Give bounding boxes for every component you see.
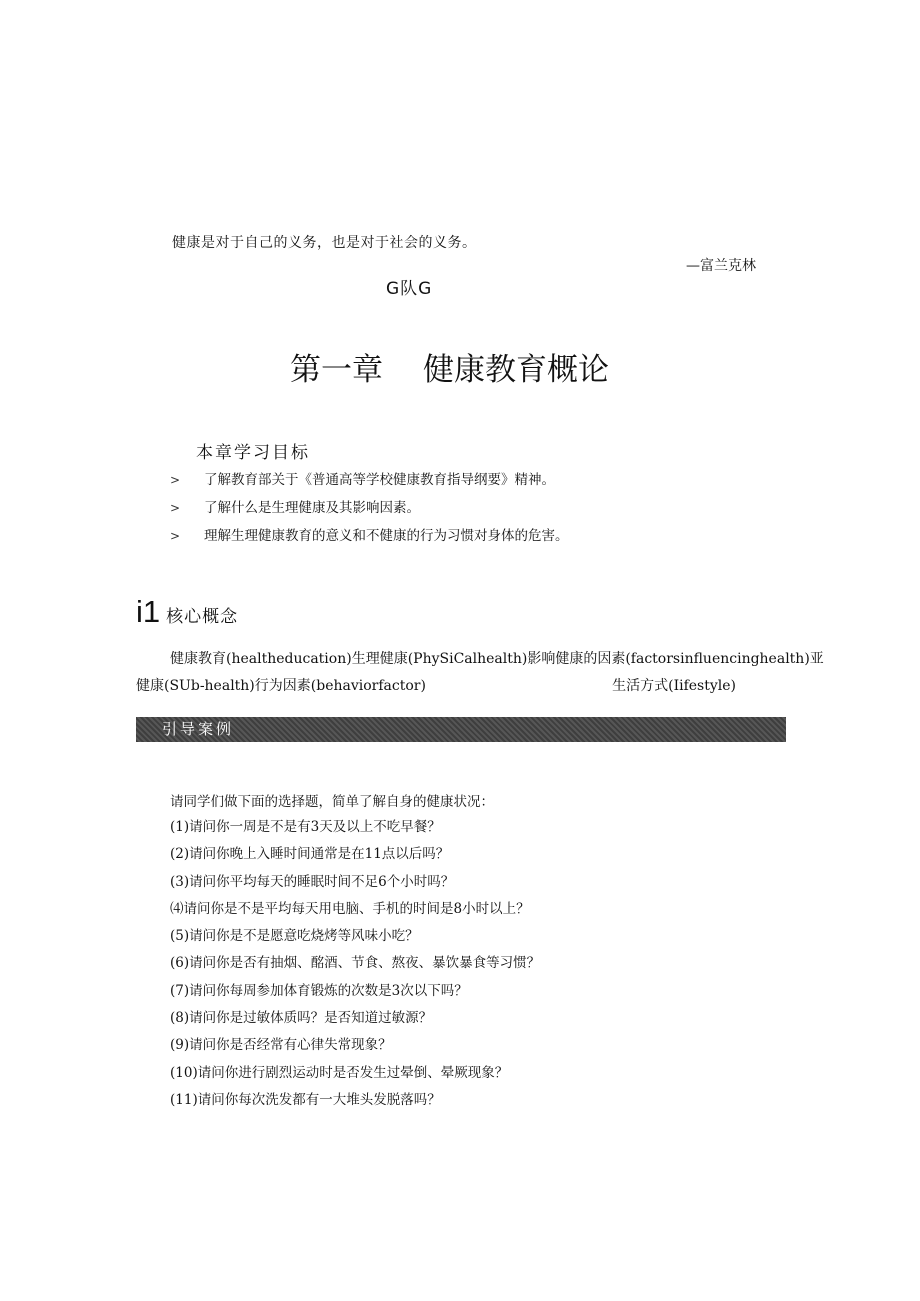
quote-author: —富兰克林 bbox=[686, 258, 756, 274]
concepts-line-2-left: 健康(SUb-health)行为因素(behaviorfactor) bbox=[136, 678, 426, 694]
core-concepts-text bbox=[136, 646, 824, 700]
case-section-title: 引导案例 bbox=[162, 720, 235, 738]
decoration-text: G队G bbox=[386, 279, 433, 299]
list-item: (8)请问你是过敏体质吗？是否知道过敏源？ bbox=[170, 1010, 433, 1027]
concepts-line-2 bbox=[136, 673, 786, 700]
chevron-right-icon: > bbox=[170, 501, 181, 515]
list-item: (11)请问你每次洗发都有一大堆头发脱落吗？ bbox=[170, 1091, 441, 1108]
core-concepts-heading bbox=[136, 594, 238, 630]
concepts-line-2-right: 生活方式(Iifestyle) bbox=[612, 678, 736, 694]
objectives-list bbox=[170, 466, 569, 550]
case-section-bar bbox=[136, 717, 786, 742]
section-marker: i1 bbox=[136, 594, 161, 629]
list-item bbox=[170, 522, 569, 550]
list-item: (10)请问你进行剧烈运动时是否发生过晕倒、晕厥现象？ bbox=[170, 1064, 509, 1081]
chapter-title: 健康教育概论 bbox=[423, 352, 609, 388]
list-item: (6)请问你是否有抽烟、酩酒、节食、熬夜、暴饮暴食等习惯？ bbox=[170, 955, 541, 972]
list-item bbox=[170, 466, 569, 494]
chapter-heading bbox=[290, 344, 609, 389]
objective-text: 了解教育部关于《普通高等学校健康教育指导纲要》精神。 bbox=[204, 472, 555, 488]
objective-text: 了解什么是生理健康及其影响因素。 bbox=[204, 500, 420, 516]
chevron-right-icon: > bbox=[170, 529, 181, 543]
list-item: (9)请问你是否经常有心律失常现象？ bbox=[170, 1037, 392, 1054]
list-item bbox=[170, 494, 569, 522]
list-item: (2)请问你晚上入睡时间通常是在11点以后吗？ bbox=[170, 846, 450, 863]
chevron-right-icon: > bbox=[170, 473, 181, 487]
question-list bbox=[170, 814, 540, 1114]
section-title: 核心概念 bbox=[166, 607, 239, 627]
quote-text: 健康是对于自己的义务，也是对于社会的义务。 bbox=[172, 235, 477, 251]
objective-text: 理解生理健康教育的意义和不健康的行为习惯对身体的危害。 bbox=[204, 528, 569, 544]
list-item: (1)请问你一周是不是有3天及以上不吃早餐？ bbox=[170, 819, 441, 835]
list-item: (7)请问你每周参加体育锻炼的次数是3次以下吗？ bbox=[170, 982, 468, 999]
chapter-number: 第一章 bbox=[290, 352, 383, 388]
list-item: ⑷请问你是不是平均每天用电脑、手机的时间是8小时以上？ bbox=[170, 900, 530, 917]
list-item: (5)请问你是不是愿意吃烧烤等风味小吃？ bbox=[170, 928, 419, 945]
concepts-line-1: 健康教育(healtheducation)生理健康(PhySiCalhealth)影响健康的因素(factorsinfluencinghealth)亚 bbox=[170, 651, 824, 667]
list-item: (3)请问你平均每天的睡眠时间不足6个小时吗？ bbox=[170, 873, 455, 890]
case-intro: 请同学们做下面的选择题，简单了解自身的健康状况： bbox=[170, 794, 494, 810]
objectives-title: 本章学习目标 bbox=[196, 443, 310, 463]
